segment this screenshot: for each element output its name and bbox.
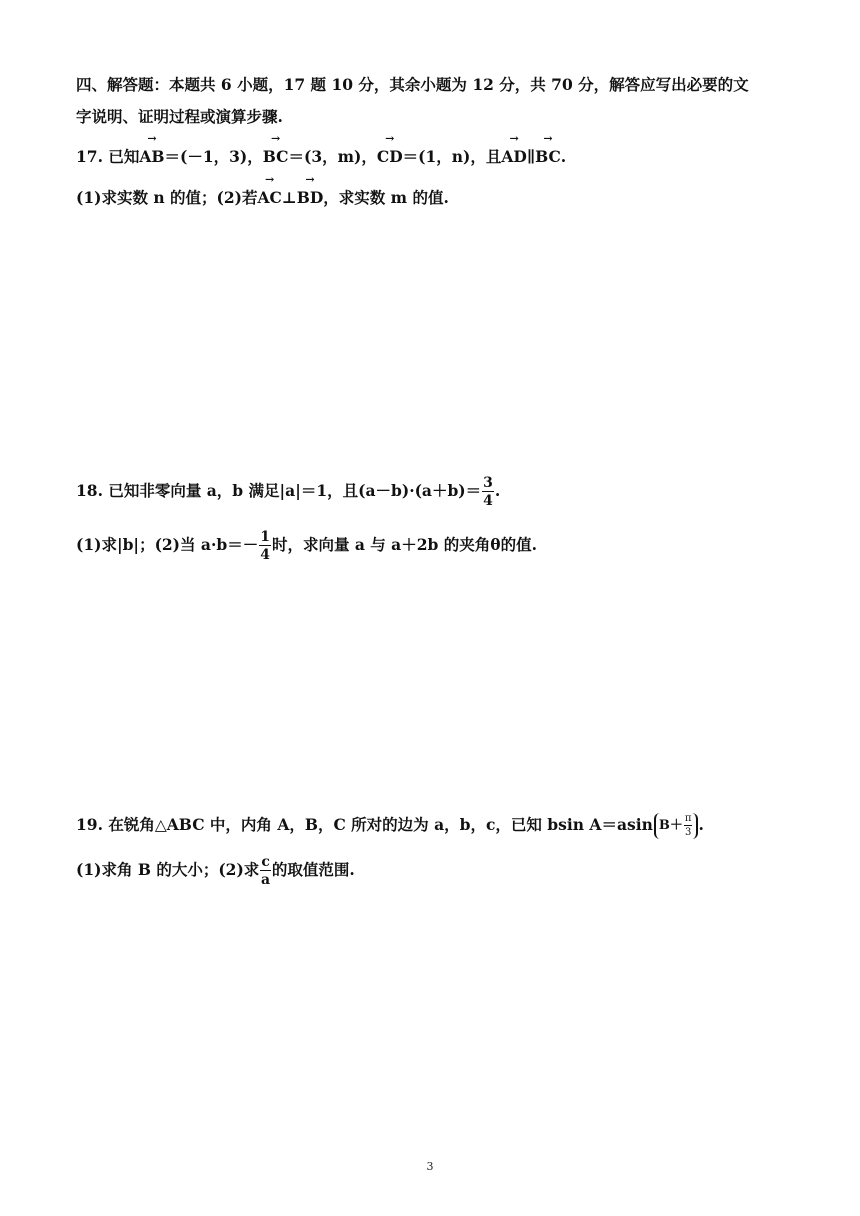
- vector-bc-2: → BC: [535, 146, 561, 168]
- vector-ac: → AC: [257, 187, 281, 209]
- q18-part-text: (1)求|b|；(2)当 a·b＝－: [76, 535, 259, 554]
- q18-text: .: [494, 481, 501, 500]
- question-18-statement: [76, 476, 500, 508]
- fraction-pi-third: [684, 814, 693, 838]
- fraction-one-quarter: [259, 530, 271, 562]
- section-intro-line2: [76, 106, 283, 128]
- section-intro-text-2: 字说明、证明过程或演算步骤.: [76, 107, 283, 126]
- q18-text: 18. 已知非零向量 a，b 满足|a|＝1，且(a－b)·(a＋b)＝: [76, 481, 482, 500]
- page-number: 3: [426, 1160, 434, 1173]
- question-18-parts: [76, 530, 537, 562]
- q19-text: 19. 在锐角△ABC 中，内角 A，B，C 所对的边为 a，b，c，已知 bsin A＝asin: [76, 815, 653, 834]
- vector-ab: → AB: [139, 146, 164, 168]
- fraction-numerator: 3: [483, 475, 493, 491]
- fraction-denominator: 4: [260, 547, 270, 563]
- fraction-denominator: a: [261, 872, 271, 888]
- fraction-numerator: 1: [260, 529, 270, 545]
- q17-text: ＝(1，n)，且: [402, 147, 502, 166]
- bracket-inner-text: B＋: [658, 818, 683, 833]
- q17-text: ＝(－1，3)，: [164, 147, 263, 166]
- q17-part-text: (1)求实数 n 的值；(2)若: [76, 188, 258, 207]
- fraction-numerator: π: [684, 813, 692, 824]
- q19-part-text: 的取值范围.: [271, 860, 355, 879]
- q19-text: .: [698, 815, 704, 834]
- question-19-statement: [76, 813, 704, 839]
- parallel-symbol: ∥: [526, 147, 536, 166]
- section-intro-text: 本题共 6 小题，17 题 10 分，其余小题为 12 分，共 70 分，解答应写出必要的文: [169, 75, 749, 94]
- q19-part-text: (1)求角 B 的大小；(2)求: [76, 860, 260, 879]
- section-heading: 四、解答题：: [76, 75, 170, 94]
- question-17-parts: [76, 187, 449, 209]
- fraction-c-over-a: [260, 855, 271, 887]
- vector-bd: → BD: [297, 187, 324, 209]
- q17-text: .: [560, 147, 567, 166]
- q17-text: 17. 已知: [76, 147, 140, 166]
- perpendicular-symbol: ⊥: [281, 188, 297, 207]
- fraction-denominator: 4: [483, 493, 493, 509]
- bracket-expression: [654, 813, 699, 839]
- q17-part-text: ，求实数 m 的值.: [323, 188, 449, 207]
- question-19-parts: [76, 855, 355, 887]
- section-intro-line1: [76, 74, 749, 96]
- vector-cd: → CD: [377, 146, 403, 168]
- fraction-three-quarters: [482, 476, 494, 508]
- q17-text: ＝(3，m)，: [288, 147, 377, 166]
- question-17-statement: [76, 146, 566, 168]
- vector-bc: → BC: [263, 146, 289, 168]
- fraction-denominator: 3: [684, 827, 692, 838]
- vector-ad: → AD: [501, 146, 526, 168]
- q18-part-text: 时，求向量 a 与 a＋2b 的夹角θ的值.: [271, 535, 537, 554]
- fraction-numerator: c: [261, 854, 270, 870]
